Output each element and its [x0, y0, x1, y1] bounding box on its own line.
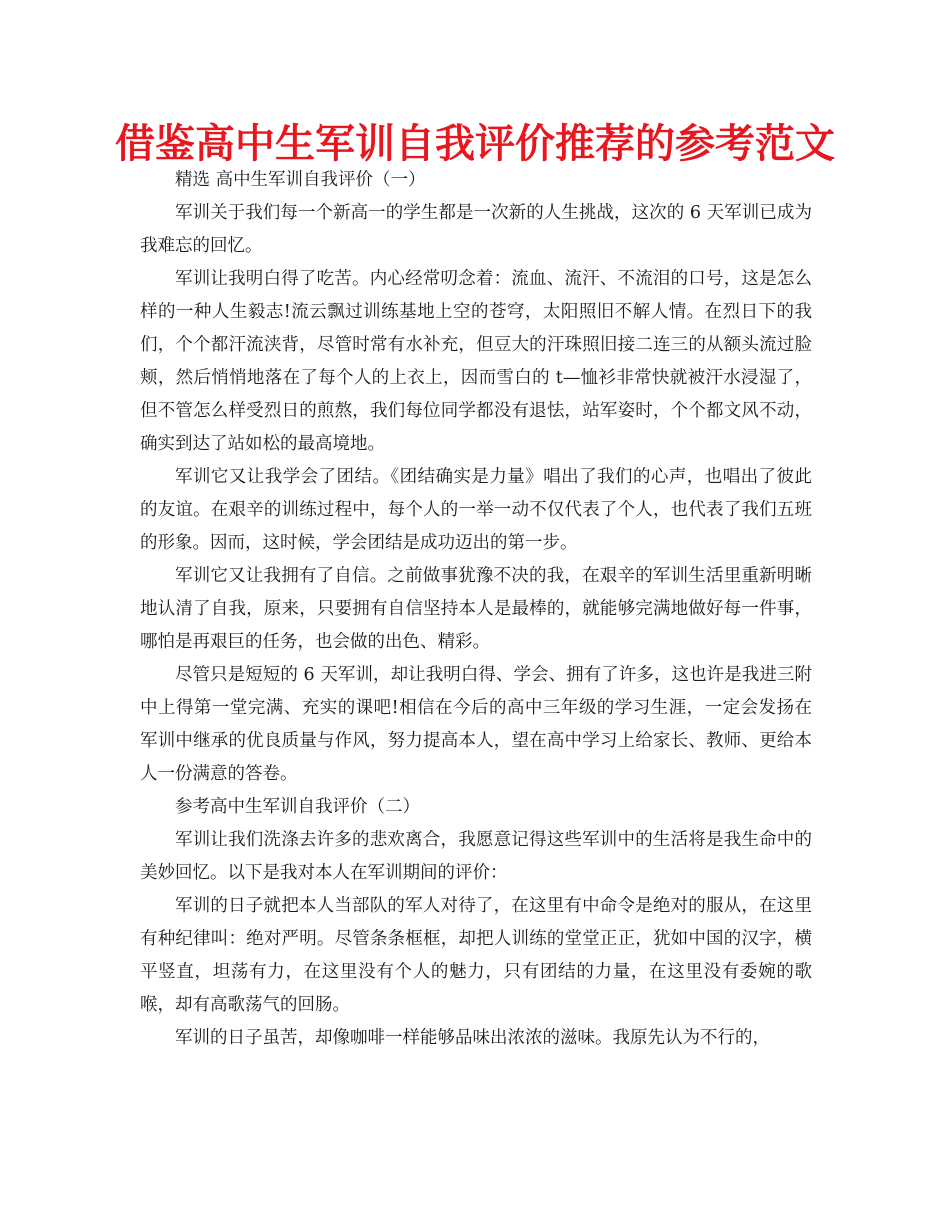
document-body — [140, 164, 812, 1055]
paragraph: 军训让我们洗涤去许多的悲欢离合，我愿意记得这些军训中的生活将是我生命中的美妙回忆。以下是我对本人在军训期间的评价： — [140, 830, 812, 883]
paragraph: 尽管只是短短的 6 天军训，却让我明白得、学会、拥有了许多，这也许是我进三附中上得第一堂完满、充实的课吧!相信在今后的高中三年级的学习生涯，一定会发扬在军训中继承的优良质量与作风，努力提高本人，望在高中学习上给家长、教师、更给本人一份满意的答卷。 — [140, 665, 812, 784]
document-title: 借鉴高中生军训自我评价推荐的参考范文 — [115, 121, 835, 167]
section-heading-1: 精选 高中生军训自我评价（一） — [175, 170, 426, 190]
paragraph: 军训让我明白得了吃苦。内心经常叨念着：流血、流汗、不流泪的口号，这是怎么样的一种人生毅志!流云飘过训练基地上空的苍穹，太阳照旧不解人情。在烈日下的我们，个个都汗流浃背，尽管时常有水补充，但豆大的汗珠照旧接二连三的从额头流过脸颊，然后悄悄地落在了每个人的上衣上，因而雪白的 t—恤衫非常快就被汗水浸湿了，但不管怎么样受烈日的煎熬，我们每位同学都没有退怯，站军姿时，个个都文风不动，确实到达了站如松的最高境地。 — [140, 269, 812, 454]
section-heading-2: 参考高中生军训自我评价（二） — [175, 797, 420, 817]
paragraph: 军训它又让我拥有了自信。之前做事犹豫不决的我，在艰辛的军训生活里重新明晰地认清了自我，原来，只要拥有自信坚持本人是最棒的，就能够完满地做好每一件事，哪怕是再艰巨的任务，也会做的出色、精彩。 — [140, 566, 812, 652]
paragraph: 军训的日子就把本人当部队的军人对待了，在这里有中命令是绝对的服从，在这里有种纪律叫：绝对严明。尽管条条框框，却把人训练的堂堂正正，犹如中国的汉字，横平竖直，坦荡有力，在这里没有个人的魅力，只有团结的力量，在这里没有委婉的歌喉，却有高歌荡气的回肠。 — [140, 896, 812, 1015]
paragraph: 军训关于我们每一个新高一的学生都是一次新的人生挑战，这次的 6 天军训已成为我难忘的回忆。 — [140, 203, 812, 256]
paragraph: 军训的日子虽苦，却像咖啡一样能够品味出浓浓的滋味。我原先认为不行的， — [175, 1028, 770, 1048]
paragraph: 军训它又让我学会了团结。《团结确实是力量》唱出了我们的心声，也唱出了彼此的友谊。在艰辛的训练过程中，每个人的一举一动不仅代表了个人，也代表了我们五班的形象。因而，这时候，学会团结是成功迈出的第一步。 — [140, 467, 812, 553]
